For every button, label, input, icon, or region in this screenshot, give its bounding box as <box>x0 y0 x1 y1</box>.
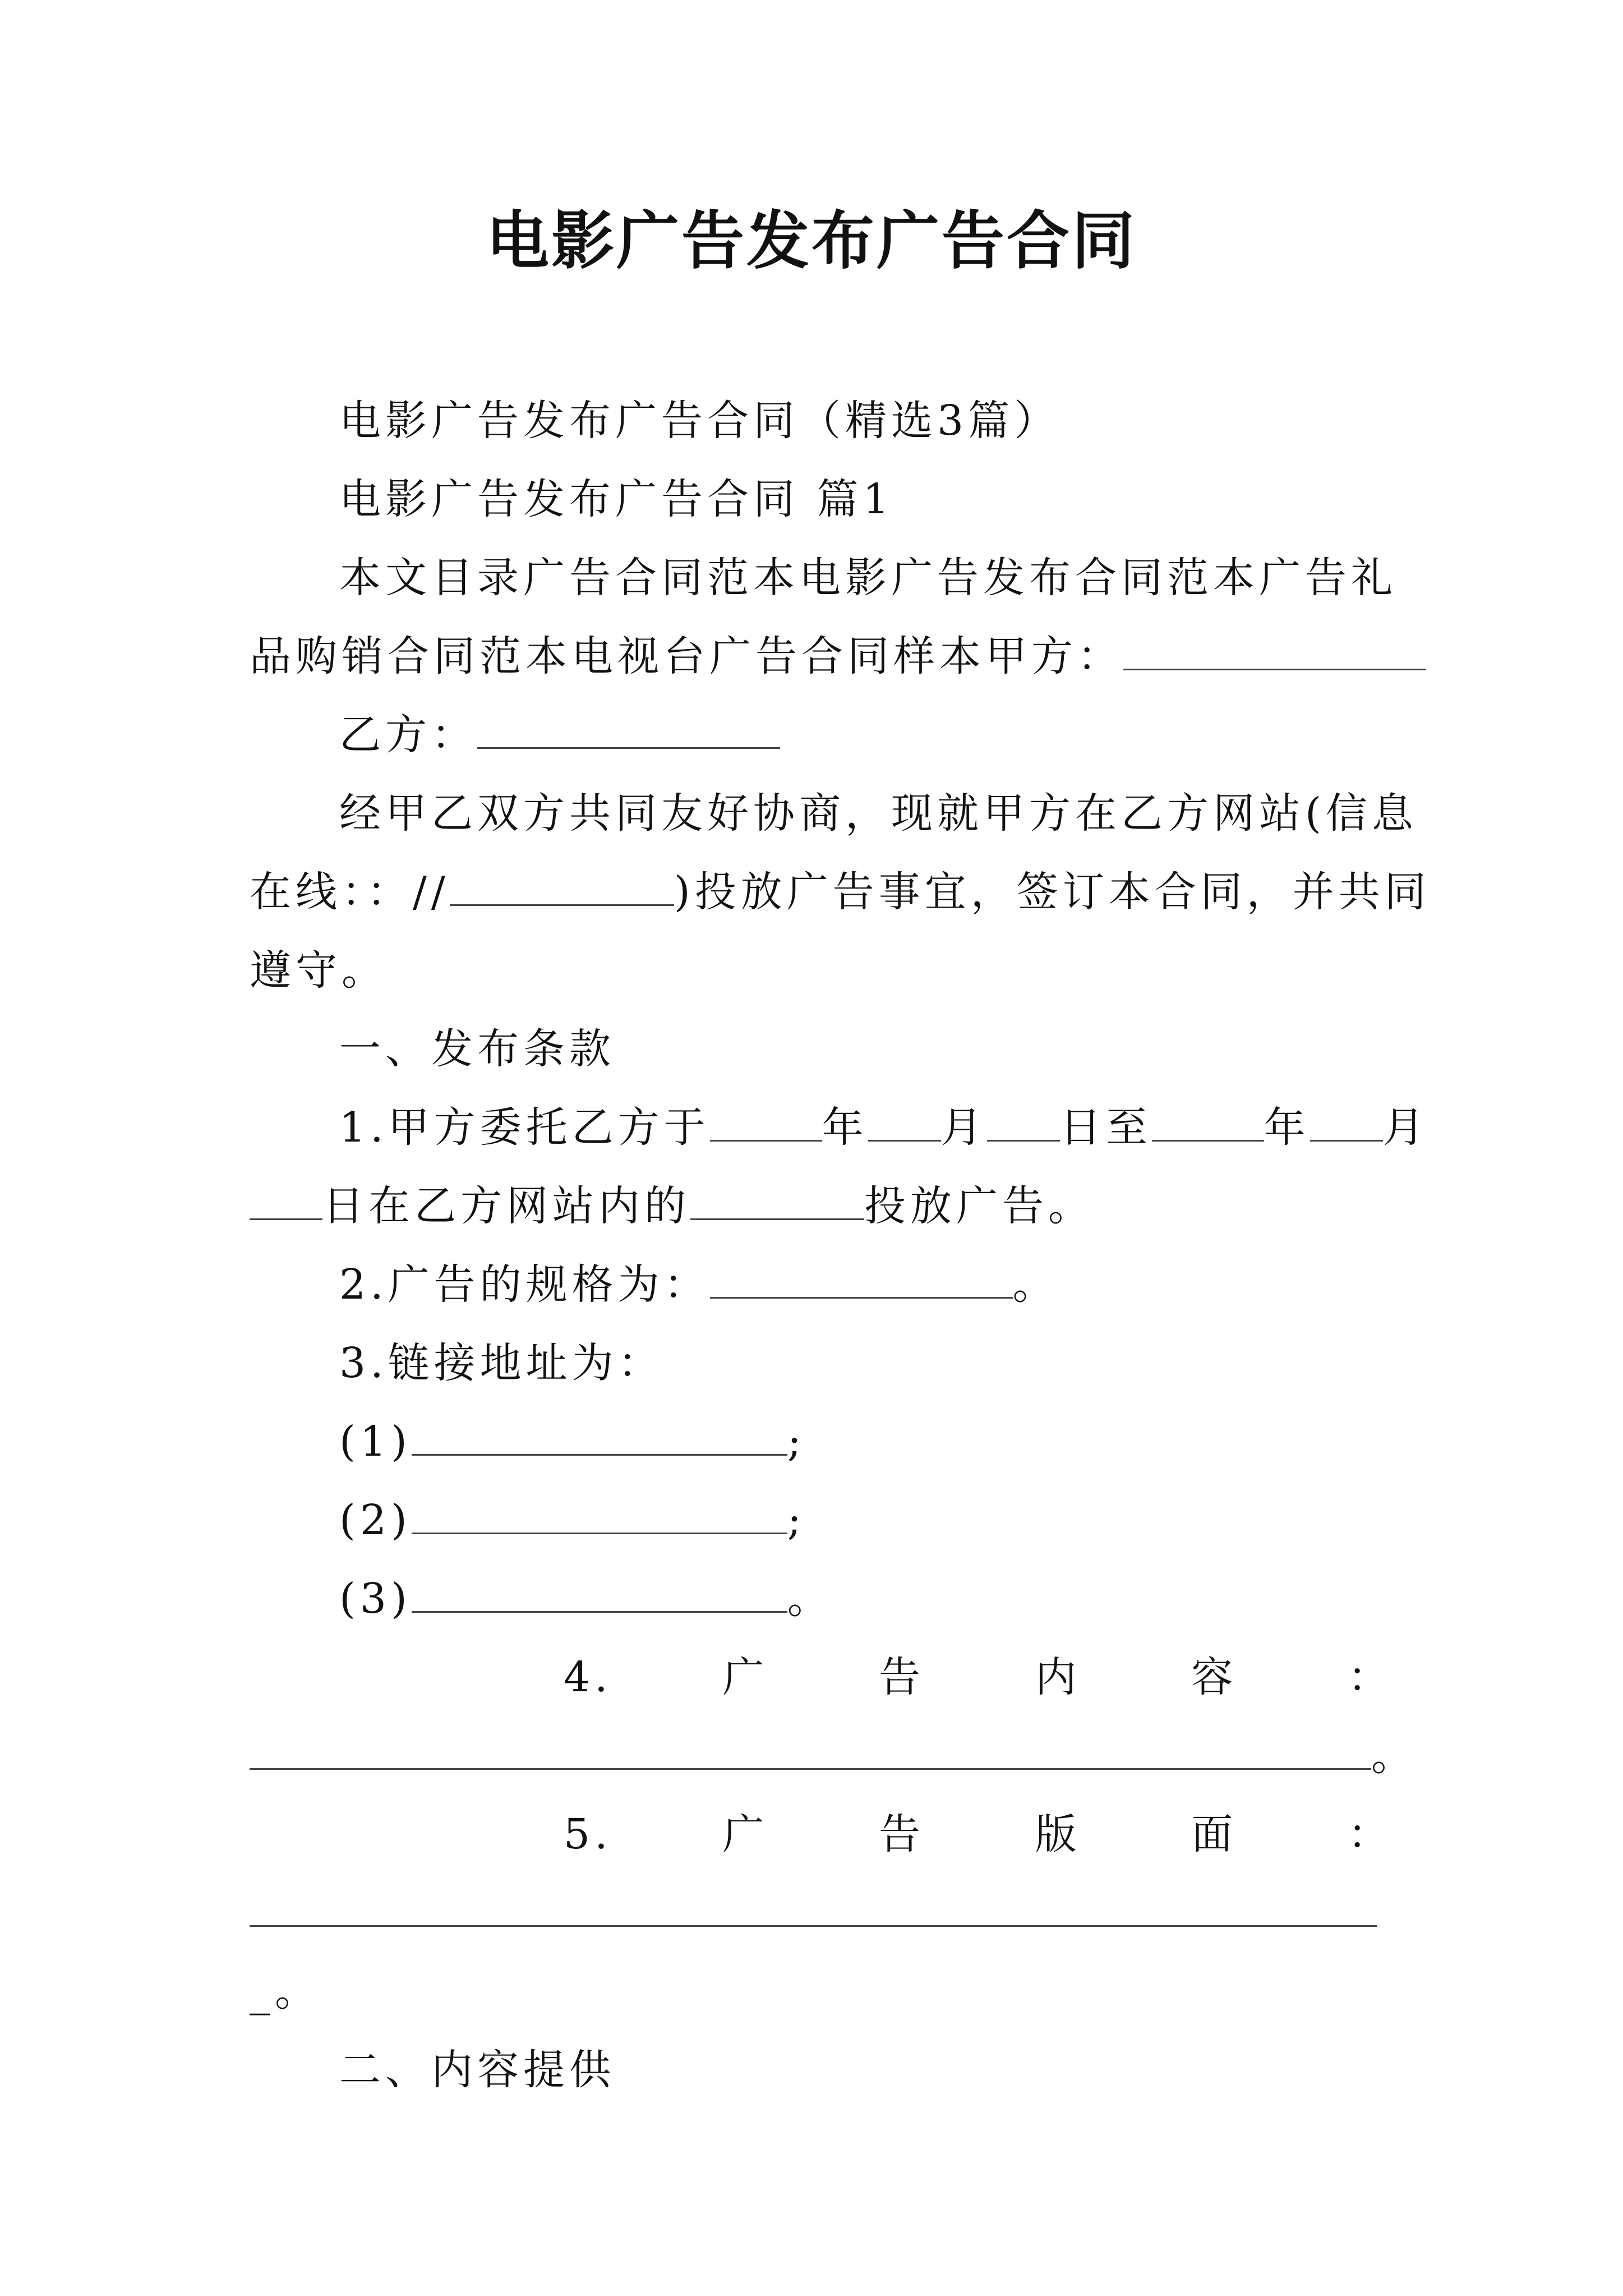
item-5-line <box>250 1795 1394 1874</box>
start-day-blank[interactable] <box>987 1107 1060 1142</box>
item-1-text: 1.甲方委托乙方于 <box>339 1103 710 1152</box>
item-2-end: 。 <box>1012 1260 1059 1309</box>
item-1-line-2-text: 日在乙方网站内的 <box>322 1182 690 1230</box>
year-label: 年 <box>822 1103 868 1152</box>
clause-1-heading: 一、发布条款 <box>339 1025 615 1073</box>
agreement-line-2 <box>250 853 1431 931</box>
party-b-line <box>250 696 1394 774</box>
item-1-line-2-end: 投放广告。 <box>864 1182 1094 1230</box>
item-5-heading <box>250 1795 1394 1874</box>
link-1-blank[interactable] <box>412 1421 787 1456</box>
item-4-char: 4. <box>564 1653 612 1701</box>
month-label-2: 月 <box>1382 1103 1429 1152</box>
party-b-blank[interactable] <box>477 715 780 749</box>
item-5-char: ： <box>1347 1810 1394 1858</box>
item-4-char: 广 <box>722 1653 769 1701</box>
ad-layout-blank[interactable] <box>250 1893 1377 1927</box>
item-4-line <box>250 1638 1394 1717</box>
item-5-end-line: _。 <box>250 1967 321 2016</box>
item-2-line <box>250 1245 1394 1324</box>
agreement-line-1: 经甲乙双方共同友好协商，现就甲方在乙方网站(信息 <box>339 789 1418 838</box>
section-heading: 电影广告发布广告合同 篇1 <box>339 475 894 523</box>
agreement-line-3: 遵守。 <box>250 946 388 995</box>
website-url-blank[interactable] <box>450 872 674 906</box>
year-label-2: 年 <box>1264 1103 1310 1152</box>
item-5-char: 广 <box>722 1810 769 1858</box>
link-1-end: ; <box>787 1418 806 1466</box>
agreement-line-2-start: 在线：：// <box>250 868 450 916</box>
link-2-line <box>250 1481 1394 1559</box>
day-to-label: 日至 <box>1059 1103 1152 1152</box>
end-year-blank[interactable] <box>1152 1107 1264 1142</box>
link-3-label: (3) <box>339 1575 412 1623</box>
intro-line-2-text: 品购销合同范本电视台广告合同样本甲方： <box>250 632 1123 680</box>
item-4-char: 内 <box>1035 1653 1081 1701</box>
item-5-char: 告 <box>878 1810 925 1858</box>
item-4-content-line <box>250 1717 1417 1795</box>
item-4-heading <box>250 1638 1394 1717</box>
ad-spec-blank[interactable] <box>710 1264 1013 1299</box>
item-1-line-2 <box>250 1167 1394 1245</box>
item-5-char: 5. <box>564 1810 612 1858</box>
item-3-line: 3.链接地址为： <box>339 1339 664 1387</box>
intro-line-1: 本文目录广告合同范本电影广告发布合同范本广告礼 <box>339 554 1397 602</box>
item-4-char: 告 <box>878 1653 925 1701</box>
item-4-char: ： <box>1347 1653 1394 1701</box>
ad-content-blank[interactable] <box>250 1736 1371 1770</box>
item-1-line-1 <box>250 1088 1429 1167</box>
placement-blank[interactable] <box>690 1186 864 1220</box>
intro-line-2 <box>250 617 1394 696</box>
item-5-char: 面 <box>1191 1810 1238 1858</box>
item-5-char: 版 <box>1035 1810 1081 1858</box>
link-2-label: (2) <box>339 1496 412 1544</box>
start-month-blank[interactable] <box>868 1107 941 1142</box>
item-2-text: 2.广告的规格为： <box>339 1260 710 1309</box>
end-month-blank[interactable] <box>1310 1107 1383 1142</box>
link-1-label: (1) <box>339 1418 412 1466</box>
agreement-line-2-end: )投放广告事宜，签订本合同，并共同 <box>674 868 1431 916</box>
party-b-label: 乙方： <box>339 711 477 759</box>
month-label: 月 <box>940 1103 987 1152</box>
start-year-blank[interactable] <box>710 1107 822 1142</box>
link-3-blank[interactable] <box>412 1579 787 1613</box>
item-4-char: 容 <box>1191 1653 1238 1701</box>
clause-2-heading: 二、内容提供 <box>339 2046 615 2094</box>
item-4-end: 。 <box>1371 1732 1417 1780</box>
end-day-blank[interactable] <box>250 1186 322 1220</box>
link-2-blank[interactable] <box>412 1500 787 1534</box>
item-5-layout-line <box>250 1874 1394 1952</box>
link-3-line <box>250 1559 1394 1638</box>
document-title: 电影广告发布广告合同 <box>486 204 1137 278</box>
link-2-end: ; <box>787 1496 806 1544</box>
party-a-blank[interactable] <box>1123 636 1426 670</box>
subtitle: 电影广告发布广告合同（精选3篇） <box>339 397 1061 445</box>
link-3-end: 。 <box>787 1575 833 1623</box>
link-1-line <box>250 1402 1394 1481</box>
